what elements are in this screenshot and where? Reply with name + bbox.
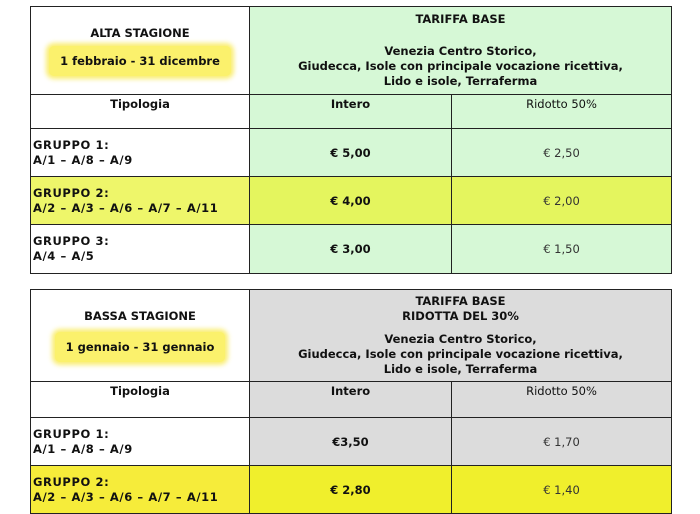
col-tipologia: Tipologia (31, 95, 250, 129)
column-header-row (31, 95, 672, 129)
table-row-highlighted (31, 466, 672, 514)
season-dates: 1 gennaio - 31 gennaio (55, 332, 226, 362)
area-line: Lido e isole, Terraferma (383, 74, 538, 88)
group-name: GRUPPO 1: (33, 137, 110, 152)
group-cell (31, 418, 250, 466)
group-name: GRUPPO 3: (33, 234, 110, 248)
group-cell (31, 129, 250, 177)
price-ridotto: € 1,50 (452, 225, 672, 274)
tariff-header (250, 290, 672, 382)
tariff-header (250, 7, 672, 95)
col-intero: Intero (250, 95, 452, 129)
season-header-row (31, 7, 672, 95)
price-intero: €3,50 (250, 418, 452, 466)
area-line: Giudecca, Isole con principale vocazione ricettiva, (298, 347, 623, 361)
price-ridotto: € 2,50 (452, 129, 672, 177)
col-intero: Intero (250, 382, 452, 418)
area-line: Venezia Centro Storico, (384, 332, 537, 346)
col-tipologia: Tipologia (31, 382, 250, 418)
price-ridotto: € 2,00 (452, 177, 672, 225)
column-header-row (31, 382, 672, 418)
group-cell (31, 225, 250, 274)
area-line: Venezia Centro Storico, (384, 44, 537, 58)
area-line: Lido e isole, Terraferma (383, 362, 538, 376)
group-name: GRUPPO 1: (33, 426, 110, 441)
group-classes: A/1 – A/8 – A/9 (33, 441, 133, 456)
area-line: Giudecca, Isole con principale vocazione ricettiva, (298, 59, 623, 73)
group-classes: A/2 – A/3 – A/6 – A/7 – A/11 (33, 200, 219, 215)
tariff-title: TARIFFA BASE (415, 12, 506, 26)
price-intero: € 4,00 (250, 177, 452, 225)
price-ridotto: € 1,40 (452, 466, 672, 514)
col-ridotto: Ridotto 50% (452, 382, 672, 418)
col-ridotto: Ridotto 50% (452, 95, 672, 129)
bassa-stagione-table (30, 289, 672, 514)
season-name: ALTA STAGIONE (90, 25, 190, 40)
group-cell (31, 466, 250, 514)
group-cell (31, 177, 250, 225)
group-name: GRUPPO 2: (33, 185, 110, 200)
price-intero: € 5,00 (250, 129, 452, 177)
group-classes: A/1 – A/8 – A/9 (33, 152, 133, 167)
price-ridotto: € 1,70 (452, 418, 672, 466)
season-name: BASSA STAGIONE (84, 309, 196, 323)
price-intero: € 2,80 (250, 466, 452, 514)
group-classes: A/2 – A/3 – A/6 – A/7 – A/11 (33, 489, 219, 504)
price-intero: € 3,00 (250, 225, 452, 274)
table-row-highlighted (31, 177, 672, 225)
table-row (31, 225, 672, 274)
group-classes: A/4 – A/5 (33, 249, 95, 263)
group-name: GRUPPO 2: (33, 474, 110, 489)
tariff-title: TARIFFA BASE (415, 294, 506, 308)
season-cell (31, 7, 250, 95)
table-row (31, 418, 672, 466)
table-row (31, 129, 672, 177)
season-header-row (31, 290, 672, 382)
tariff-subtitle: RIDOTTA DEL 30% (402, 309, 519, 323)
alta-stagione-table (30, 6, 672, 274)
season-dates: 1 febbraio - 31 dicembre (49, 46, 231, 76)
season-cell (31, 290, 250, 382)
